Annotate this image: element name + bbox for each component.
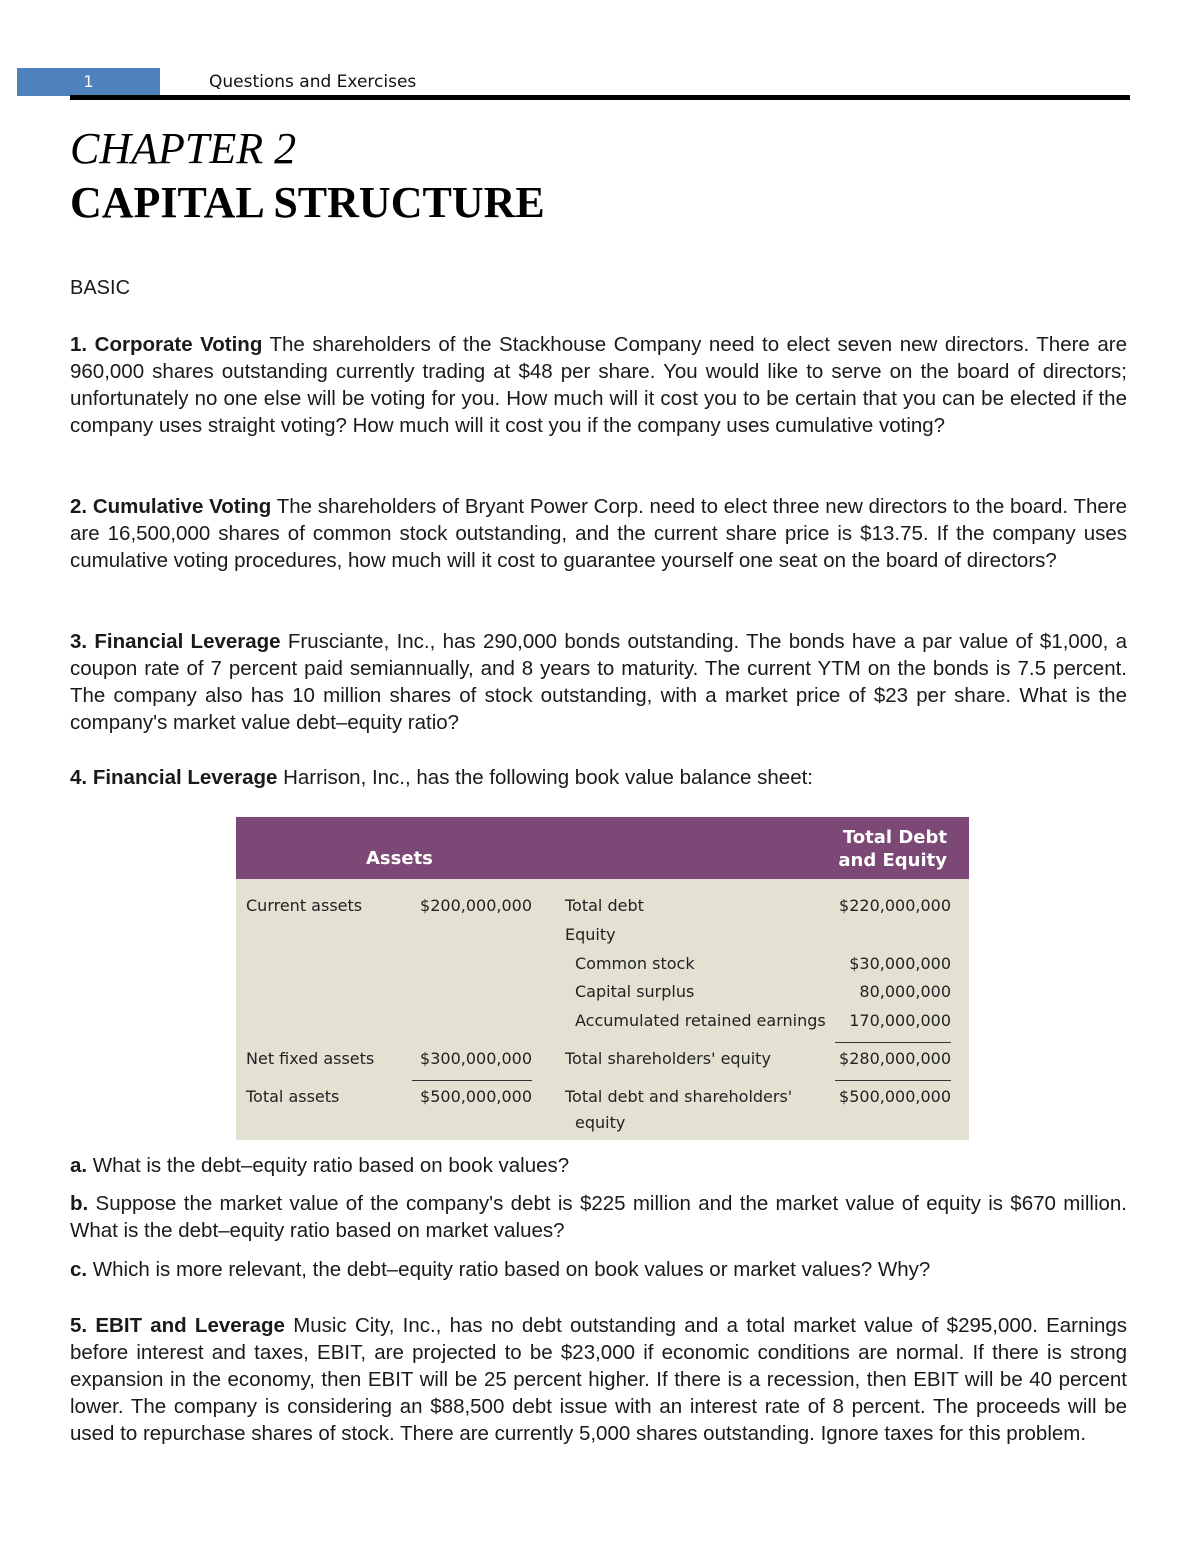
problem-number: 4. xyxy=(70,766,88,789)
total-debt-equity-label-cont: equity xyxy=(575,1113,626,1132)
page-number: 1 xyxy=(17,68,160,96)
problem-text: Harrison, Inc., has the following book value balance sheet: xyxy=(277,766,813,789)
balance-sheet xyxy=(236,817,969,1140)
total-debt-equity-label: Total debt and shareholders' xyxy=(565,1087,793,1106)
problem-number: 3. xyxy=(70,630,88,653)
total-assets-label: Total assets xyxy=(246,1087,340,1106)
problem-text: The shareholders of the Stackhouse Company need to elect seven new directors. There are 960,000 shares outstanding currently trading at $48 per share. You would like to serve on the board of directors; unfortunately no one else will be voting for you. How much will it cost you to be certain that you can be elected if the company uses straight voting? How much will it cost you if the company uses cumulative voting? xyxy=(70,333,1127,437)
problem-text: Music City, Inc., has no debt outstanding and a total market value of $295,000. Earnings before interest and taxes, EBIT, are projected to be $23,000 if economic conditions are normal. If there is strong expansion in the economy, then EBIT will be 25 percent higher. If there is a recession, then EBIT will be 40 percent lower. The company is considering an $88,500 debt issue with an interest rate of 8 percent. The proceeds will be used to repurchase shares of stock. There are currently 5,000 shares outstanding. Ignore taxes for this problem. xyxy=(70,1314,1128,1445)
subquestion-text: Which is more relevant, the debt–equity ratio based on book values or market values? Why? xyxy=(87,1258,931,1281)
problem-title: Corporate Voting xyxy=(94,333,263,356)
current-assets-value: $200,000,000 xyxy=(420,896,532,915)
problem-5 xyxy=(70,1312,1127,1447)
capital-surplus-value: 80,000,000 xyxy=(859,982,951,1001)
subquestion-b xyxy=(70,1190,1127,1244)
net-fixed-assets-value: $300,000,000 xyxy=(420,1049,532,1068)
net-fixed-assets-label: Net fixed assets xyxy=(246,1049,375,1068)
common-stock-label: Common stock xyxy=(575,954,695,973)
problem-title: Financial Leverage xyxy=(92,766,278,789)
problem-1 xyxy=(70,331,1127,439)
subquestion-a xyxy=(70,1152,1127,1179)
subquestion-text: What is the debt–equity ratio based on book values? xyxy=(87,1154,570,1177)
total-debt-label: Total debt xyxy=(565,896,644,915)
total-debt-value: $220,000,000 xyxy=(839,896,951,915)
chapter-title: CAPITAL STRUCTURE xyxy=(70,178,545,227)
equity-subtotal-rule xyxy=(835,1042,951,1043)
problem-2 xyxy=(70,493,1127,574)
liabilities-total-rule xyxy=(835,1080,951,1081)
problem-number: 1. xyxy=(70,333,88,356)
problem-number: 2. xyxy=(70,495,88,518)
equity-label: Equity xyxy=(565,925,616,944)
assets-total-rule xyxy=(412,1080,532,1081)
subquestion-letter: c. xyxy=(70,1258,88,1281)
common-stock-value: $30,000,000 xyxy=(849,954,951,973)
chapter-label: CHAPTER 2 xyxy=(70,124,297,173)
problem-title: EBIT and Leverage xyxy=(95,1314,285,1337)
retained-earnings-value: 170,000,000 xyxy=(849,1011,951,1030)
capital-surplus-label: Capital surplus xyxy=(575,982,695,1001)
problem-4 xyxy=(70,764,1127,791)
assets-heading: Assets xyxy=(366,848,433,869)
balance-sheet-header xyxy=(236,817,969,879)
problem-title: Financial Leverage xyxy=(94,630,281,653)
problem-3 xyxy=(70,628,1127,736)
total-debt-equity-heading: Total Debt and Equity xyxy=(838,827,947,871)
total-shareholders-equity-label: Total shareholders' equity xyxy=(565,1049,771,1068)
header-title: Questions and Exercises xyxy=(209,72,417,92)
current-assets-label: Current assets xyxy=(246,896,363,915)
problem-title: Cumulative Voting xyxy=(92,495,272,518)
subquestion-text: Suppose the market value of the company's debt is $225 million and the market value of equity is $670 million. What is the debt–equity ratio based on market values? xyxy=(70,1192,1127,1242)
problem-number: 5. xyxy=(70,1314,88,1337)
section-heading: BASIC xyxy=(70,277,131,299)
total-debt-equity-value: $500,000,000 xyxy=(839,1087,951,1106)
subquestion-letter: a. xyxy=(70,1154,88,1177)
problem-text: The shareholders of Bryant Power Corp. need to elect three new directors to the board. There are 16,500,000 shares of common stock outstanding, and the current share price is $13.75. If the company uses cumulative voting procedures, how much will it cost to guarantee yourself one seat on the board of directors? xyxy=(70,495,1128,572)
subquestion-c xyxy=(70,1256,1127,1283)
total-shareholders-equity-value: $280,000,000 xyxy=(839,1049,951,1068)
problem-text: Frusciante, Inc., has 290,000 bonds outstanding. The bonds have a par value of $1,000, a coupon rate of 7 percent paid semiannually, and 8 years to maturity. The current YTM on the bonds is 7.5 percent. The company also has 10 million shares of stock outstanding, with a market price of $23 per share. What is the company's market value debt–equity ratio? xyxy=(70,630,1127,734)
retained-earnings-label: Accumulated retained earnings xyxy=(575,1011,826,1030)
header-rule xyxy=(70,95,1130,100)
subquestion-letter: b. xyxy=(70,1192,89,1215)
total-assets-value: $500,000,000 xyxy=(420,1087,532,1106)
